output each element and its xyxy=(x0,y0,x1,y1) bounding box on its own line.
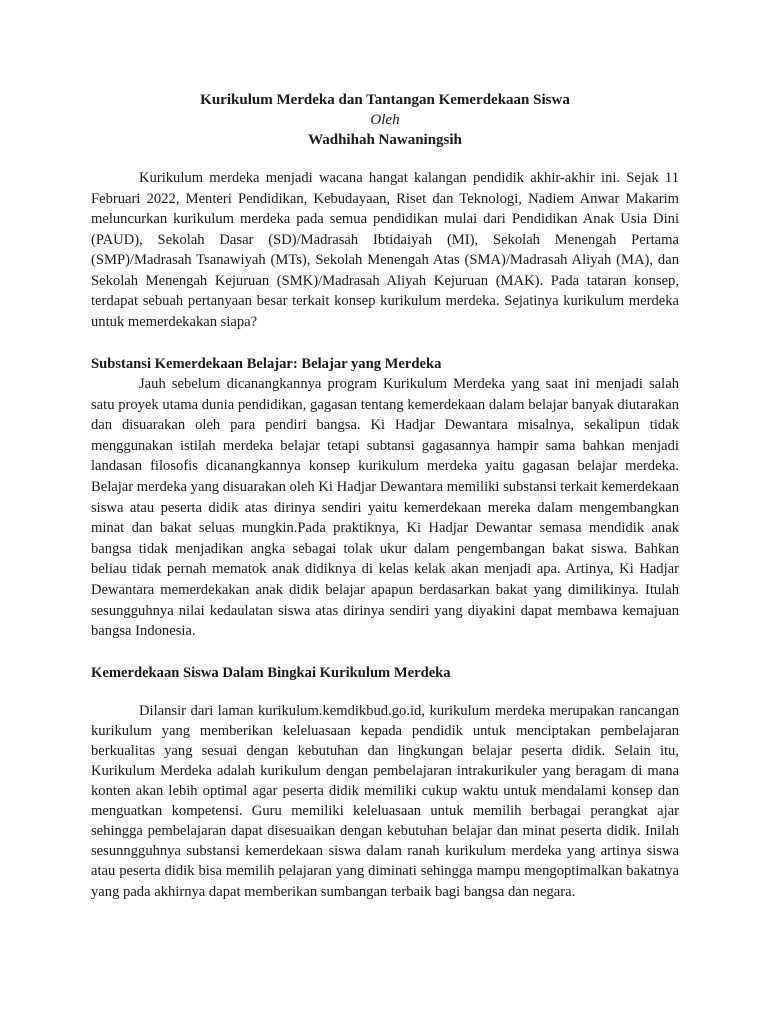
section-heading-substansi: Substansi Kemerdekaan Belajar: Belajar yang Merdeka xyxy=(91,356,442,372)
spacer xyxy=(91,332,679,354)
byline: Oleh xyxy=(370,112,400,128)
intro-paragraph: Kurikulum merdeka menjadi wacana hangat kalangan pendidik akhir-akhir ini. Sejak 11 Februari 2022, Menteri Pendidikan, Kebudayaan, Riset dan Teknologi, Nadiem Anwar Makarim meluncurkan kurikulum merdeka pada semua pendidikan mulai dari Pendidikan Anak Usia Dini (PAUD), Sekolah Dasar (SD)/Madrasah Ibtidaiyah (MI), Sekolah Menengah Pertama (SMP)/Madrasah Tsanawiyah (MTs), Sekolah Menengah Atas (SMA)/Madrasah Aliyah (MA), dan Sekolah Menengah Kejuruan (SMK)/Madrasah Aliyah Kejuruan (MAK). Pada tataran konsep, terdapat sebuah pertanyaan besar terkait konsep kurikulum merdeka. Sejatinya kurikulum merdeka untuk memerdekakan siapa? xyxy=(91,170,679,330)
substansi-paragraph: Jauh sebelum dicanangkannya program Kurikulum Merdeka yang saat ini menjadi salah satu proyek utama dunia pendidikan, gagasan tentang kemerdekaan dalam belajar banyak diutarakan dan disuarakan oleh para pendiri bangsa. Ki Hadjar Dewantara misalnya, sekalipun tidak menggunakan istilah merdeka belajar tetapi subtansi gagasannya hampir sama bahkan menjadi landasan filosofis dicanangkannya konsep kurikulum merdeka yaitu gagasan belajar merdeka. Belajar merdeka yang disuarakan oleh Ki Hadjar Dewantara memiliki substansi terkait kemerdekaan siswa atau peserta didik atas dirinya sendiri yaitu kemerdekaan mereka dalam mengembangkan minat dan bakat seluas mungkin.Pada praktiknya, Ki Hadjar Dewantar semasa mendidik anak bangsa tidak menjadikan angka sebagai tolak ukur dalam pengembangan bakat siswa. Bahkan beliau tidak pernah mematok anak didiknya di kelas kelak akan menjadi apa. Artinya, Ki Hadjar Dewantara memerdekakan anak didik belajar apapun berdasarkan bakat yang dimilikinya. Itulah sesungguhnya nilai kedaulatan siswa atas dirinya sendiri yang diyakini dapat membawa kemajuan bangsa Indonesia. xyxy=(91,376,679,640)
document-page xyxy=(91,90,679,902)
kemerdekaan-siswa-paragraph: Dilansir dari laman kurikulum.kemdikbud.go.id, kurikulum merdeka merupakan rancangan kurikulum yang memberikan keleluasaan kepada pendidik untuk menciptakan pembelajaran berkualitas yang sesuai dengan kebutuhan dan lingkungan belajar peserta didik. Selain itu, Kurikulum Merdeka adalah kurikulum dengan pembelajaran intrakurikuler yang beragam di mana konten akan lebih optimal agar peserta didik memiliki cukup waktu untuk mendalami konsep dan menguatkan kompetensi. Guru memiliki keleluasaan untuk memilih berbagai perangkat ajar sehingga pembelajaran dapat disesuaikan dengan kebutuhan belajar dan minat peserta didik. Inilah sesunngguhnya substansi kemerdekaan siswa dalam ranah kurikulum merdeka yang artinya siswa atau peserta didik bisa memilih pelajaran yang diminati sehingga mampu mengoptimalkan bakatnya yang pada akhirnya dapat memberikan sumbangan terbaik bagi bangsa dan negara. xyxy=(91,702,679,900)
spacer xyxy=(91,642,679,663)
document-title: Kurikulum Merdeka dan Tantangan Kemerdekaan Siswa xyxy=(200,92,570,108)
section-heading-kemerdekaan-siswa: Kemerdekaan Siswa Dalam Bingkai Kurikulum Merdeka xyxy=(91,664,451,681)
author-name: Wadhihah Nawaningsih xyxy=(308,132,462,148)
spacer xyxy=(91,150,679,168)
spacer xyxy=(91,683,679,701)
